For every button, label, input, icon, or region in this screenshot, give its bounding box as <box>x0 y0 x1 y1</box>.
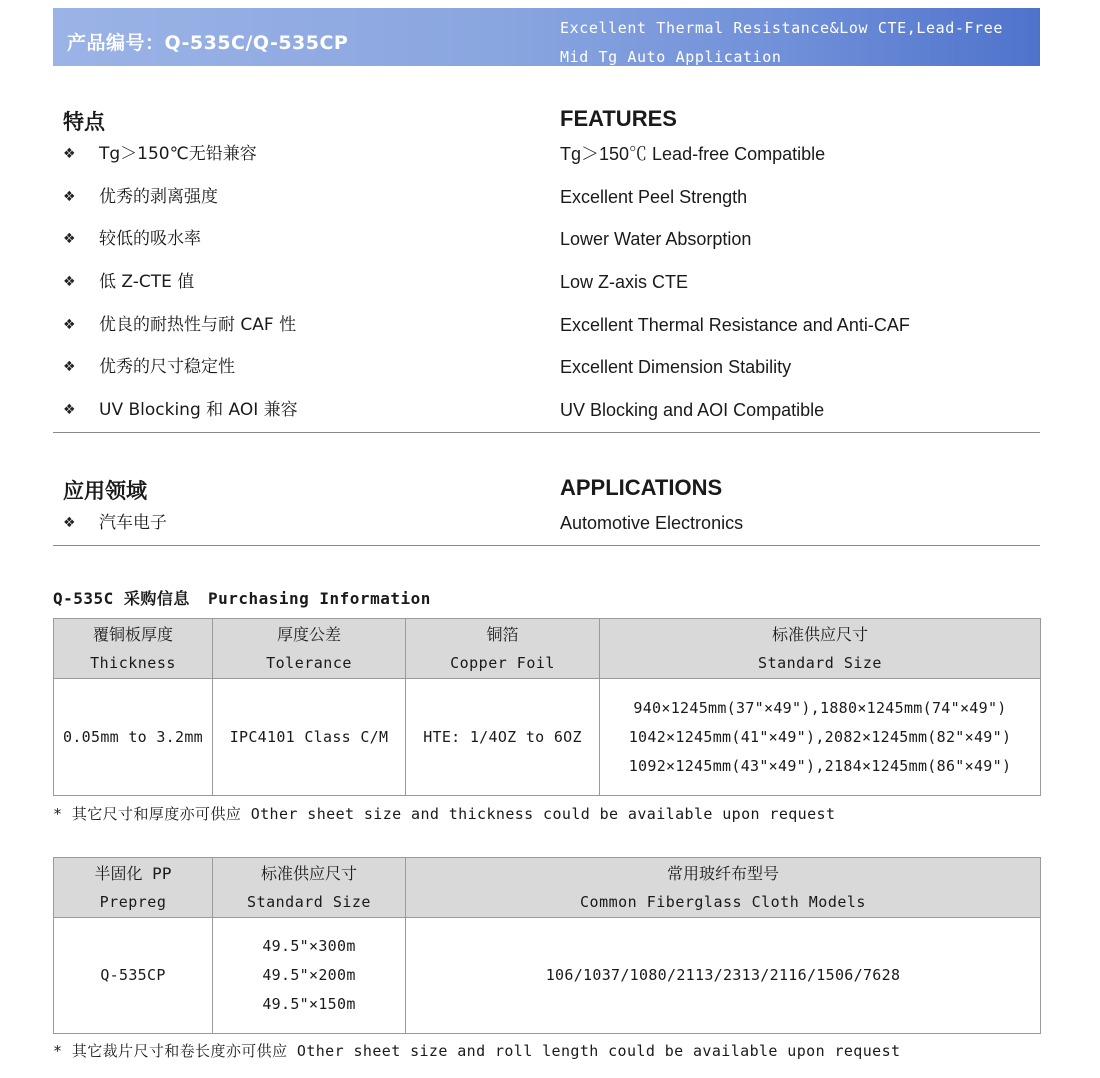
features-heading-en: FEATURES <box>560 106 677 131</box>
feature-item-cn <box>63 270 194 294</box>
feature-text-cn: 较低的吸水率 <box>99 229 201 249</box>
tolerance-cell: IPC4101 Class C/M <box>213 679 406 796</box>
column-header-tolerance: 厚度公差 Tolerance <box>213 619 406 679</box>
applications-heading-en: APPLICATIONS <box>560 475 723 500</box>
feature-item-en: Excellent Peel Strength <box>560 187 748 207</box>
table-row <box>54 918 1041 1034</box>
column-header-standard-size: 标准供应尺寸 Standard Size <box>600 619 1041 679</box>
table-header-row <box>54 858 1041 918</box>
diamond-bullet-icon: ❖ <box>63 359 76 375</box>
product-code: 产品编号：Q-535C/Q-535CP <box>67 32 349 54</box>
feature-item-en: Lower Water Absorption <box>560 229 752 249</box>
section-divider <box>53 545 1040 546</box>
cloth-models-cell: 106/1037/1080/2113/2313/2116/1506/7628 <box>406 918 1041 1034</box>
tagline-line-2: Mid Tg Auto Application <box>560 48 782 66</box>
thickness-cell: 0.05mm to 3.2mm <box>54 679 213 796</box>
feature-item-en: UV Blocking and AOI Compatible <box>560 400 825 420</box>
purchasing-title-en: Purchasing Information <box>207 589 431 608</box>
prepreg-note: * 其它裁片尺寸和卷长度亦可供应 Other sheet size and roll length could be available upon request <box>53 1042 901 1060</box>
diamond-bullet-icon: ❖ <box>63 515 76 531</box>
laminate-note: * 其它尺寸和厚度亦可供应 Other sheet size and thickness could be available upon request <box>53 805 836 823</box>
feature-text-cn: UV Blocking 和 AOI 兼容 <box>99 400 298 420</box>
size-line: 49.5"×300m <box>262 937 356 955</box>
diamond-bullet-icon: ❖ <box>63 317 76 333</box>
size-line: 49.5"×150m <box>262 995 356 1013</box>
size-line: 1042×1245mm(41"×49"),2082×1245mm(82"×49") <box>628 727 1012 746</box>
tagline-line-1: Excellent Thermal Resistance&Low CTE,Lead-Free <box>560 19 1004 37</box>
size-line: 1092×1245mm(43"×49"),2184×1245mm(86"×49") <box>628 756 1012 775</box>
standard-size-cell <box>213 918 406 1034</box>
column-header-prepreg: 半固化 PP Prepreg <box>54 858 213 918</box>
feature-text-cn: 优良的耐热性与耐 CAF 性 <box>99 315 297 335</box>
size-line: 49.5"×200m <box>262 966 356 984</box>
feature-item-cn <box>63 185 218 209</box>
prepreg-cell: Q-535CP <box>54 918 213 1034</box>
feature-text-cn: 优秀的尺寸稳定性 <box>99 357 235 377</box>
product-tagline <box>560 14 1003 72</box>
section-divider <box>53 432 1040 433</box>
feature-text-cn: 低 Z-CTE 值 <box>99 272 195 292</box>
feature-item-en: Low Z-axis CTE <box>560 272 689 292</box>
laminate-table <box>53 618 1041 796</box>
feature-text-cn: Tg＞150℃无铅兼容 <box>99 144 257 164</box>
column-header-thickness: 覆铜板厚度 Thickness <box>54 619 213 679</box>
copper-foil-cell: HTE: 1/4OZ to 6OZ <box>406 679 600 796</box>
standard-size-cell <box>600 679 1041 796</box>
purchasing-title-cn: Q-535C 采购信息 <box>53 589 190 608</box>
column-header-cloth-models: 常用玻纤布型号 Common Fiberglass Cloth Models <box>406 858 1041 918</box>
feature-item-cn <box>63 398 298 422</box>
diamond-bullet-icon: ❖ <box>63 402 76 418</box>
diamond-bullet-icon: ❖ <box>63 274 76 290</box>
application-item-en: Automotive Electronics <box>560 513 744 533</box>
feature-item-en: Excellent Thermal Resistance and Anti-CAF <box>560 315 910 335</box>
application-item-cn <box>63 511 167 535</box>
column-header-copper-foil: 铜箔 Copper Foil <box>406 619 600 679</box>
table-row <box>54 679 1041 796</box>
diamond-bullet-icon: ❖ <box>63 146 76 162</box>
application-text-cn: 汽车电子 <box>99 513 167 533</box>
purchasing-title <box>53 586 431 609</box>
feature-item-en: Excellent Dimension Stability <box>560 357 792 377</box>
feature-item-cn <box>63 142 257 166</box>
applications-heading-cn: 应用领域 <box>63 479 147 503</box>
feature-item-cn <box>63 355 235 379</box>
feature-text-cn: 优秀的剥离强度 <box>99 187 218 207</box>
feature-item-cn <box>63 227 201 251</box>
size-line: 940×1245mm(37"×49"),1880×1245mm(74"×49") <box>633 698 1007 717</box>
feature-item-en: Tg＞150℃ Lead-free Compatible <box>560 144 826 164</box>
prepreg-table <box>53 857 1041 1034</box>
features-heading-cn: 特点 <box>63 110 105 134</box>
diamond-bullet-icon: ❖ <box>63 231 76 247</box>
diamond-bullet-icon: ❖ <box>63 189 76 205</box>
table-header-row <box>54 619 1041 679</box>
feature-item-cn <box>63 313 296 337</box>
column-header-standard-size: 标准供应尺寸 Standard Size <box>213 858 406 918</box>
product-banner <box>53 8 1040 66</box>
